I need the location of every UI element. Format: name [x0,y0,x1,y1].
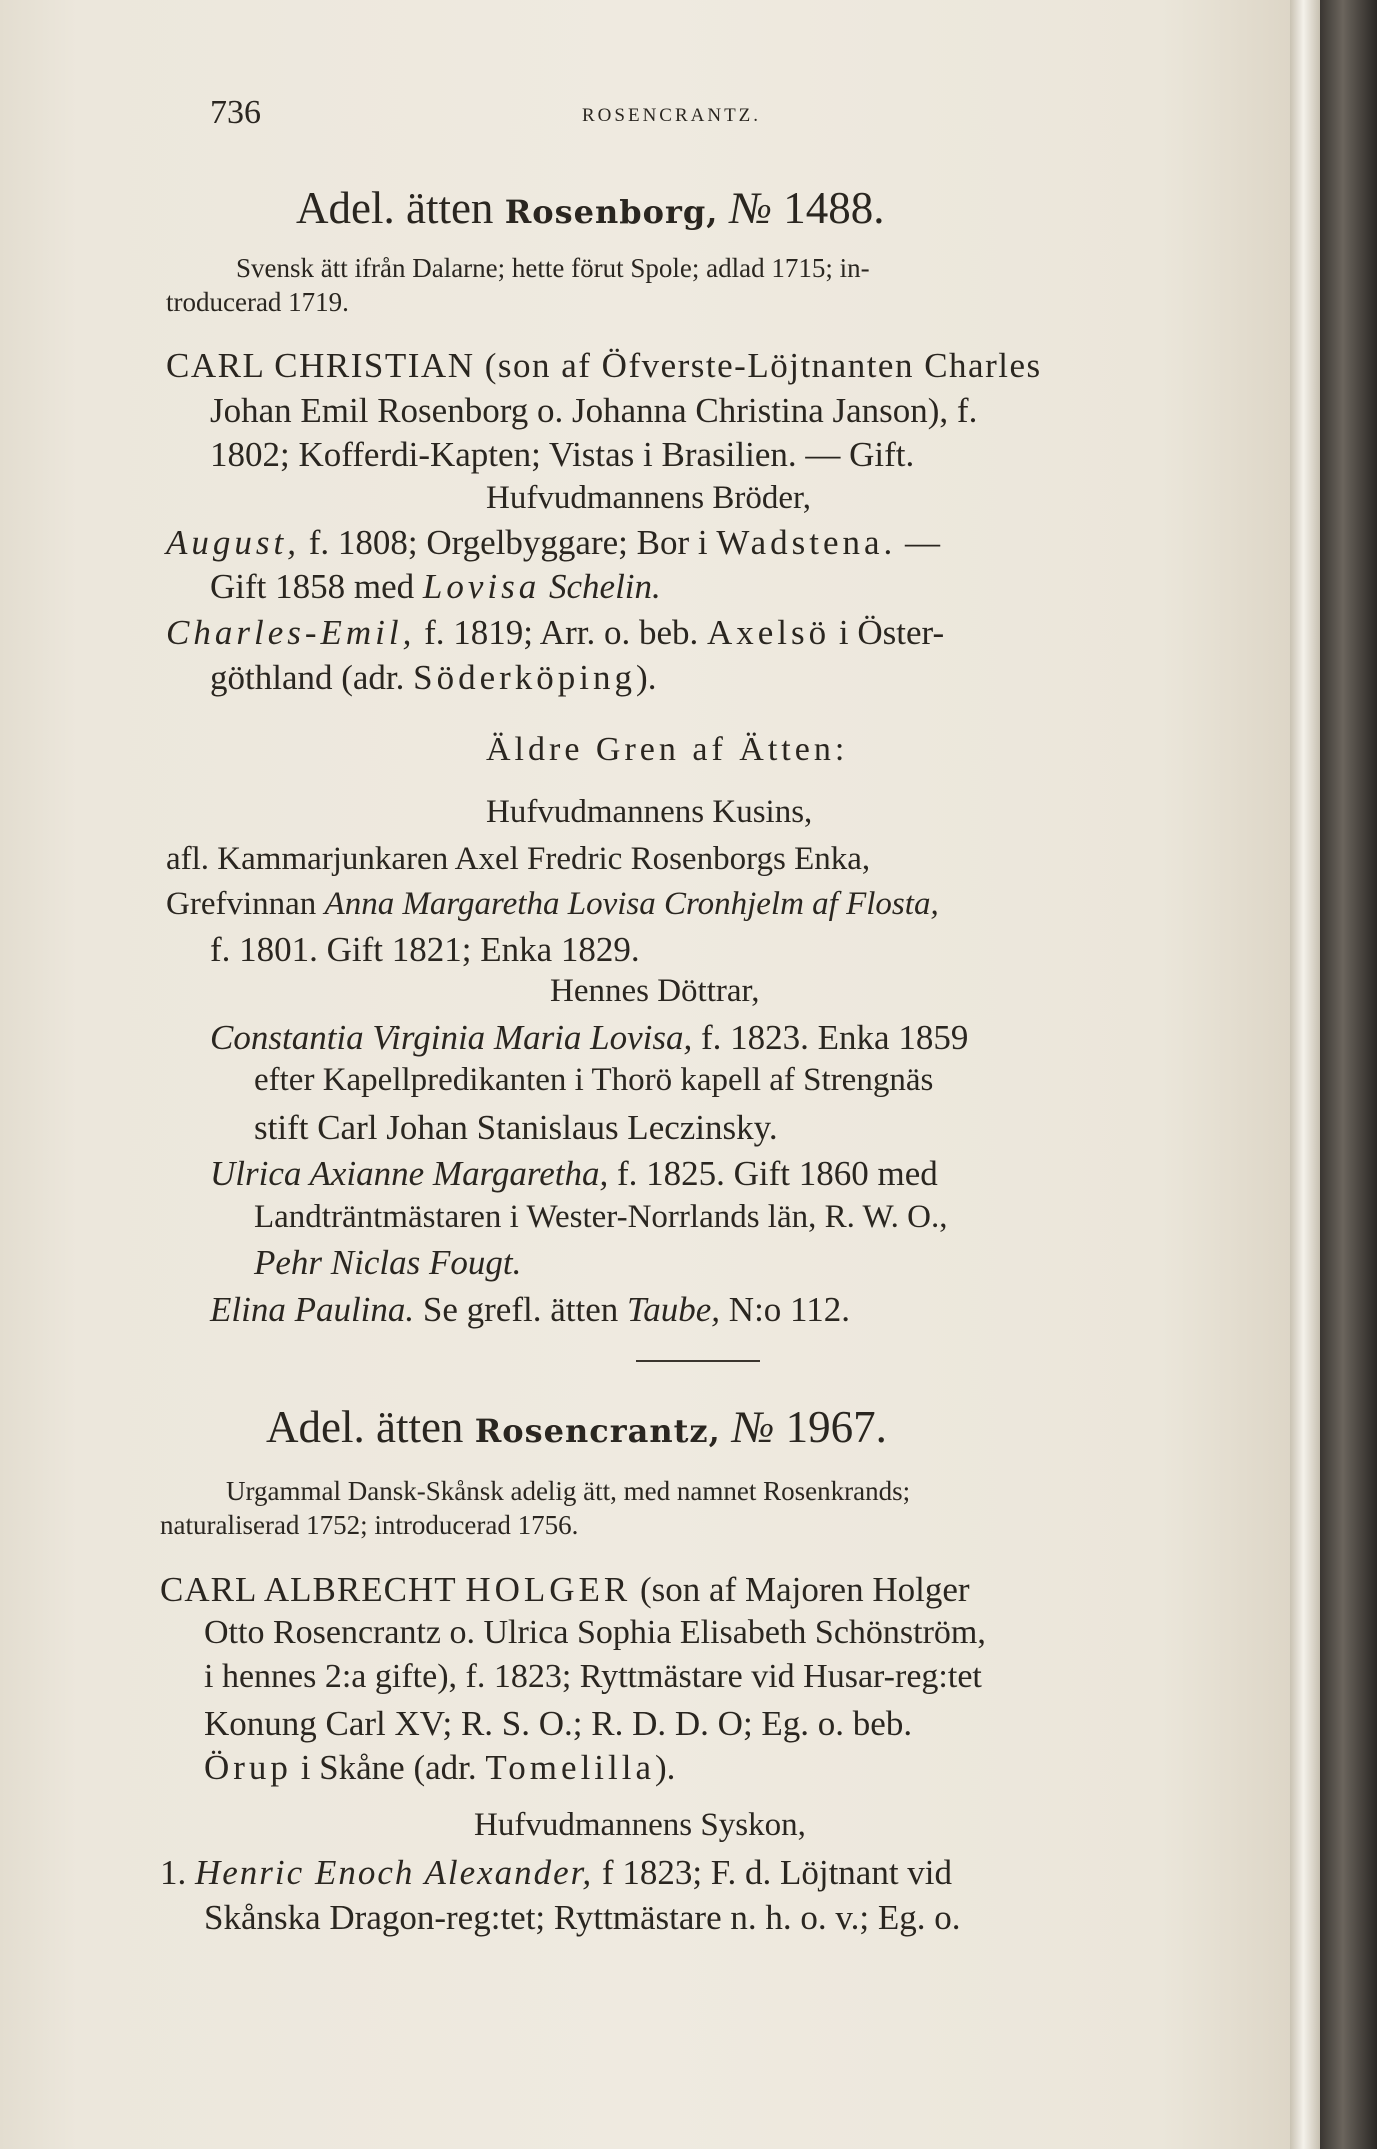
person-name: Constantia Virginia Maria Lovisa, [210,1018,693,1057]
entry-text: Grefvinnan [166,886,317,922]
entry-text: i Skåne (adr. [300,1748,477,1787]
head-of-family-line [160,1572,970,1607]
heading-prefix: Adel. ätten [296,183,494,233]
head-of-family-line: Otto Rosencrantz o. Ulrica Sophia Elisabeth Schönström, [204,1614,986,1651]
entry-ulrica-line2: Landträntmästaren i Wester-Norrlands län, R. W. O., [254,1199,948,1235]
intro-line: troducerad 1719. [166,287,349,317]
person-name: Elina Paulina. [210,1290,415,1329]
entry-constantia [210,1020,968,1055]
entry-text: N:o 112. [728,1290,850,1329]
person-name: CARL ALBRECHT [160,1570,457,1609]
section-heading-rosencrantz [266,1402,887,1452]
book-edge [1320,0,1377,2149]
entry-text: f. 1819; Arr. o. beb. [424,613,699,652]
subheading-siblings: Hufvudmannens Syskon, [474,1807,806,1843]
entry-august-line2 [210,569,661,604]
page-gutter [1290,0,1320,2149]
entry-constantia-line2: efter Kapellpredikanten i Thorö kapell af Strengnäs [254,1062,934,1098]
family-name: Rosenborg, [504,193,719,231]
section-divider [636,1360,760,1362]
person-name: Charles-Emil, [166,613,416,652]
entry-text: (son af Majoren Holger [640,1570,970,1609]
person-name: August, [166,523,300,562]
person-name: Lovisa [422,567,541,606]
family-name: Rosencrantz, [474,1412,721,1450]
intro-line: Urgammal Dansk-Skånsk adelig ätt, med namnet Rosenkrands; [226,1476,911,1506]
head-of-family-line: i hennes 2:a gifte), f. 1823; Ryttmästare vid Husar-reg:tet [204,1658,982,1695]
subheading-cousins: Hufvudmannens Kusins, [486,794,813,830]
place-name: Wadstena. [716,523,897,562]
person-name: Henric Enoch Alexander, [195,1853,594,1892]
person-name: Schelin. [549,567,661,606]
family-number: 1488. [783,183,885,233]
entry-text: f. 1823. Enka 1859 [701,1018,969,1057]
place-name: Axelsö [707,613,831,652]
entry-text: göthland (adr. [210,658,405,697]
head-of-family-line: CARL CHRISTIAN (son af Öfverste-Löjtnanten Charles [166,346,1042,385]
entry-text: i Öster- [838,613,945,652]
entry-charles-emil [166,615,944,650]
entry-text: Gift 1858 med [210,567,415,606]
place-name: Tomelilla [485,1748,656,1787]
entry-text: ). [655,1748,676,1787]
widow-line: afl. Kammarjunkaren Axel Fredric Rosenborgs Enka, [166,841,871,877]
section-heading-rosenborg [296,183,885,233]
entry-charles-emil-line2 [210,660,656,695]
person-name: Anna Margaretha Lovisa Cronhjelm af Flosta, [324,886,939,922]
person-name: Ulrica Axianne Margaretha, [210,1154,609,1193]
number-sign: № [729,183,773,233]
elder-branch-heading: Äldre Gren af Ätten: [486,731,849,768]
number-sign: № [731,1402,775,1452]
person-name: HOLGER [465,1570,632,1609]
entry-henric [160,1855,952,1890]
entry-elina [210,1292,850,1327]
subheading-brothers: Hufvudmannens Bröder, [486,480,811,516]
entry-henric-line2: Skånska Dragon-reg:tet; Ryttmästare n. h. o. v.; Eg. o. [204,1898,961,1937]
family-number: 1967. [785,1402,887,1452]
entry-ulrica-husband: Pehr Niclas Fougt. [254,1243,522,1282]
entry-text: ). [636,658,657,697]
head-of-family-line: 1802; Kofferdi-Kapten; Vistas i Brasilien. — Gift. [210,435,915,474]
entry-text: f. 1808; Orgelbyggare; Bor i [308,523,708,562]
place-name: Söderköping [413,658,637,697]
head-of-family-line: Johan Emil Rosenborg o. Johanna Christina Janson), f. [210,391,978,430]
person-name: Taube, [627,1290,721,1329]
running-head: ROSENCRANTZ. [582,105,762,126]
place-name: Örup [204,1748,292,1787]
entry-number: 1. [160,1853,187,1892]
intro-line: Svensk ätt ifrån Dalarne; hette förut Spole; adlad 1715; in- [236,253,870,283]
entry-text: f 1823; F. d. Löjtnant vid [601,1853,953,1892]
page-number: 736 [210,94,261,131]
heading-prefix: Adel. ätten [266,1402,464,1452]
entry-text: — [905,523,941,562]
head-of-family-line: Konung Carl XV; R. S. O.; R. D. D. O; Eg. o. beb. [204,1704,913,1743]
widow-line2 [166,888,939,921]
entry-august [166,525,940,560]
subheading-daughters: Hennes Döttrar, [550,973,760,1009]
entry-text: f. 1825. Gift 1860 med [616,1154,938,1193]
entry-ulrica [210,1156,938,1191]
head-of-family-line [204,1750,675,1785]
intro-line: naturaliserad 1752; introducerad 1756. [160,1510,579,1540]
entry-constantia-line3: stift Carl Johan Stanislaus Leczinsky. [254,1108,778,1147]
entry-text: Se grefl. ätten [422,1290,619,1329]
widow-line3: f. 1801. Gift 1821; Enka 1829. [210,930,640,969]
